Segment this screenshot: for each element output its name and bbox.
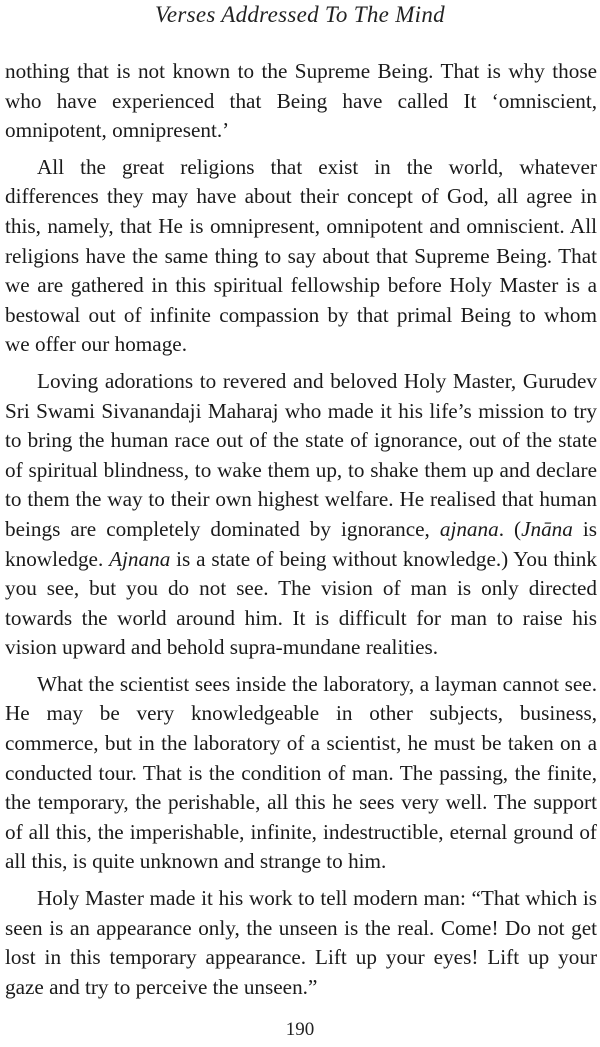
text-run: . ( bbox=[498, 516, 522, 541]
running-head-title: Verses Addressed To The Mind bbox=[155, 2, 445, 27]
text-run: is a state of being without knowledge.) You think you see, but you do not see. The vision of man is only directed towards the world around him. It is difficult for man to raise his vision upward and behold supra-mundane realities. bbox=[5, 546, 597, 660]
paragraph bbox=[5, 57, 597, 146]
text-run: What the scientist sees inside the laboratory, a layman cannot see. He may be very knowledgeable in other subjects, business, commerce, but in the laboratory of a scientist, he must be taken on a conducted tour. That is the condition of man. The passing, the finite, the temporary, the perishable, all this he sees very well. The support of all this, the imperishable, infinite, indestructible, eternal ground of all this, is quite unknown and strange to him. bbox=[5, 671, 597, 874]
italic-term: ajnana bbox=[439, 516, 499, 541]
text-run: Loving adorations to revered and beloved Holy Master, Gurudev Sri Swami Sivanandaji Maharaj who made it his life’s mission to try to bring the human race out of the state of ignorance, out of the state of spiritual blindness, to wake them up, to shake them up and declare to them the way to their own highest welfare. He realised that human beings are completely dominated by ignorance, bbox=[5, 368, 597, 541]
italic-term: Jnāna bbox=[521, 516, 573, 541]
paragraph bbox=[5, 153, 597, 360]
text-run: All the great religions that exist in the world, whatever differences they may have about their concept of God, all agree in this, namely, that He is omnipresent, omnipotent and omniscient. All religions have the same thing to say about that Supreme Being. That we are gathered in this spiritual fellowship before Holy Master is a bestowal out of infinite compassion by that primal Being to whom we offer our homage. bbox=[5, 154, 597, 357]
text-run: is knowledge. bbox=[5, 516, 598, 571]
body-text bbox=[5, 57, 597, 1002]
text-run: Holy Master made it his work to tell modern man: “That which is seen is an appearance only, the unseen is the real. Come! Do not get lost in this temporary appearance. Lift up your eyes! Lift up your gaze and try to perceive the unseen.” bbox=[5, 886, 597, 999]
page-number: 190 bbox=[285, 1019, 315, 1040]
paragraph bbox=[5, 884, 597, 1002]
italic-term: Ajnana bbox=[109, 546, 171, 571]
paragraph bbox=[5, 367, 597, 663]
paragraph bbox=[5, 670, 597, 877]
text-run: nothing that is not known to the Supreme Being. That is why those who have experienced that Being have called It ‘omniscient, omnipotent, omnipresent.’ bbox=[5, 59, 597, 143]
